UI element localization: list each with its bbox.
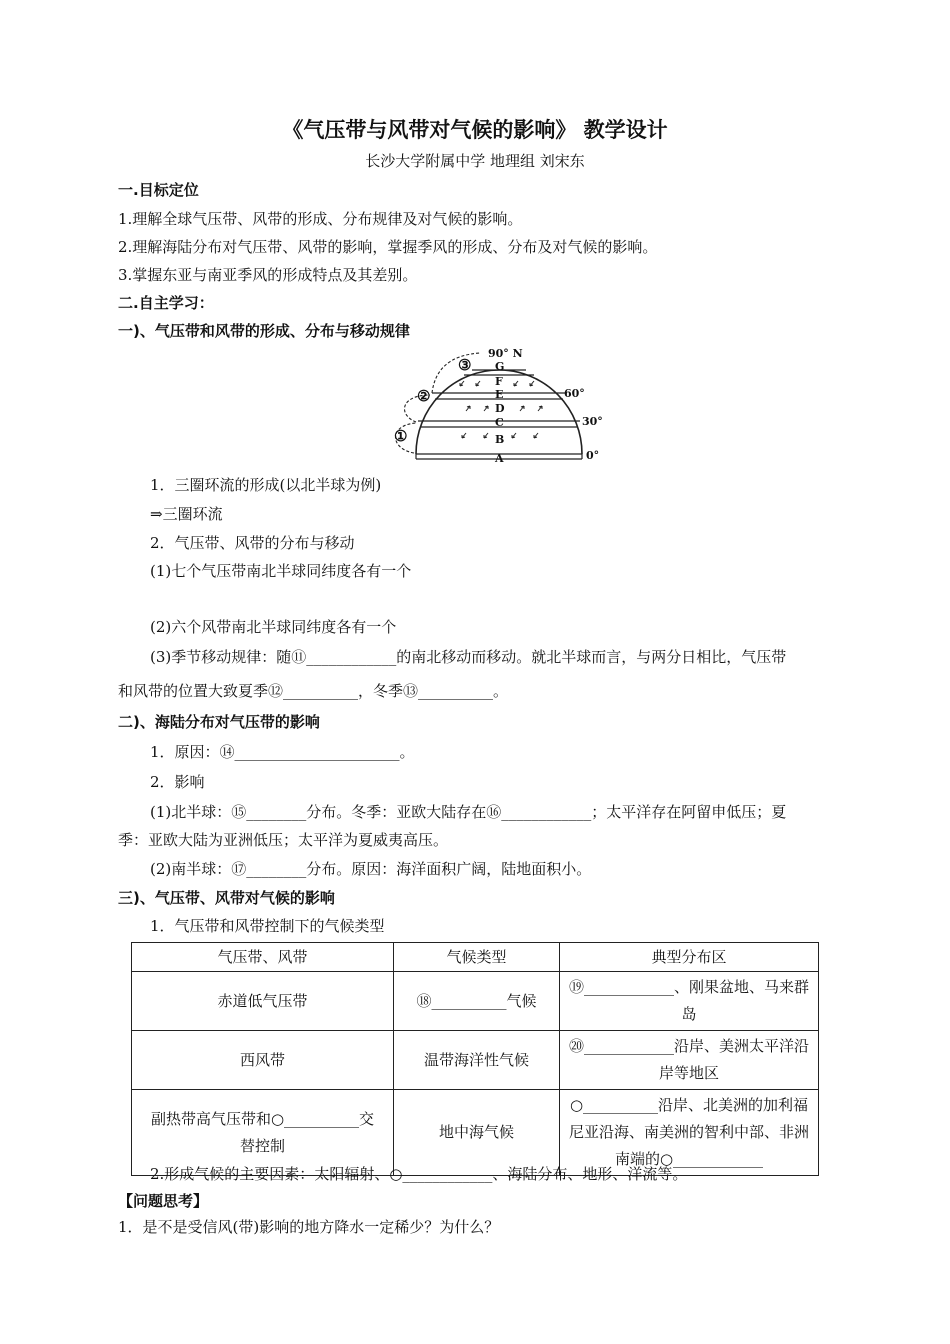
subsection-heading-2: 二)、海陆分布对气压带的影响	[118, 713, 320, 731]
list-item: 1．三圈环流的形成(以北半球为例)	[150, 476, 382, 494]
table-row	[132, 972, 819, 1031]
list-item: 季：亚欧大陆为亚洲低压；太平洋为夏威夷高压。	[118, 831, 449, 849]
document-subtitle: 长沙大学附属中学 地理组 刘宋东	[365, 152, 585, 170]
zone-letter: B	[495, 433, 505, 446]
question-item: 1．是不是受信风(带)影响的地方降水一定稀少？为什么？	[118, 1218, 500, 1236]
table-caption: 1．气压带和风带控制下的气候类型	[150, 917, 385, 935]
zone-letter: G	[495, 360, 505, 373]
table-cell: ⑳____________沿岸、美洲太平洋沿岸等地区	[560, 1031, 819, 1090]
section-heading-self-study: 二.自主学习：	[118, 294, 214, 312]
table-cell: ○__________沿岸、北美洲的加利福尼亚沿海、南美洲的智利中部、非洲南端的○____________	[560, 1090, 819, 1176]
zone-letter: A	[495, 452, 504, 465]
column-header: 典型分布区	[560, 943, 819, 972]
subsection-heading-1: 一)、气压带和风带的形成、分布与移动规律	[118, 322, 410, 340]
table-cell: 副热带高气压带和○__________交替控制	[132, 1090, 394, 1176]
list-item: (2)六个风带南北半球同纬度各有一个	[150, 618, 397, 636]
lat-label: 60°	[564, 387, 585, 400]
zone-letter: E	[495, 388, 504, 401]
list-item: 2．气压带、风带的分布与移动	[150, 534, 355, 552]
cell-number: ②	[417, 387, 431, 405]
table-row	[132, 1031, 819, 1090]
document-title: 《气压带与风带对气候的影响》 教学设计	[282, 117, 668, 142]
questions-heading: 【问题思考】	[118, 1192, 209, 1210]
column-header: 气压带、风带	[132, 943, 394, 972]
table-cell: 地中海气候	[394, 1090, 560, 1176]
section-heading-goals: 一.目标定位	[118, 181, 199, 199]
goal-item: 3.掌握东亚与南亚季风的形成特点及其差别。	[118, 266, 418, 284]
list-item: ⇒三圈环流	[150, 505, 223, 523]
table-cell: 赤道低气压带	[132, 972, 394, 1031]
list-item: 1．原因：⑭______________________。	[150, 743, 415, 761]
climate-factors: 2.形成气候的主要因素：太阳辐射、○____________、海陆分布、地形、洋流等。	[150, 1165, 688, 1183]
lat-label: 0°	[586, 449, 600, 462]
list-item: (1)七个气压带南北半球同纬度各有一个	[150, 562, 412, 580]
zone-letter: F	[495, 375, 503, 388]
list-item: (1)北半球：⑮________分布。冬季：亚欧大陆存在⑯____________；太平洋存在阿留申低压；夏	[150, 803, 787, 821]
list-item: 和风带的位置大致夏季⑫__________，冬季⑬__________。	[118, 682, 509, 700]
column-header: 气候类型	[394, 943, 560, 972]
climate-table	[131, 942, 819, 1176]
list-item: (3)季节移动规律：随⑪____________的南北移动而移动。就北半球而言，与两分日相比，气压带	[150, 648, 787, 666]
table-cell: ⑲____________、刚果盆地、马来群岛	[560, 972, 819, 1031]
three-cell-circulation-diagram	[380, 345, 610, 467]
table-cell: 西风带	[132, 1031, 394, 1090]
list-item: (2)南半球：⑰________分布。原因：海洋面积广阔，陆地面积小。	[150, 860, 592, 878]
table-header-row	[132, 943, 819, 972]
subsection-heading-3: 三)、气压带、风带对气候的影响	[118, 889, 335, 907]
goal-item: 1.理解全球气压带、风带的形成、分布规律及对气候的影响。	[118, 210, 523, 228]
lat-label: 90° N	[488, 347, 523, 360]
zone-letter: D	[495, 402, 505, 415]
table-cell: 温带海洋性气候	[394, 1031, 560, 1090]
cell-number: ③	[458, 356, 472, 374]
zone-letter: C	[495, 416, 504, 429]
goal-item: 2.理解海陆分布对气压带、风带的影响，掌握季风的形成、分布及对气候的影响。	[118, 238, 658, 256]
cell-number: ①	[394, 427, 408, 445]
list-item: 2．影响	[150, 773, 205, 791]
lat-label: 30°	[582, 415, 603, 428]
table-cell: ⑱__________气候	[394, 972, 560, 1031]
